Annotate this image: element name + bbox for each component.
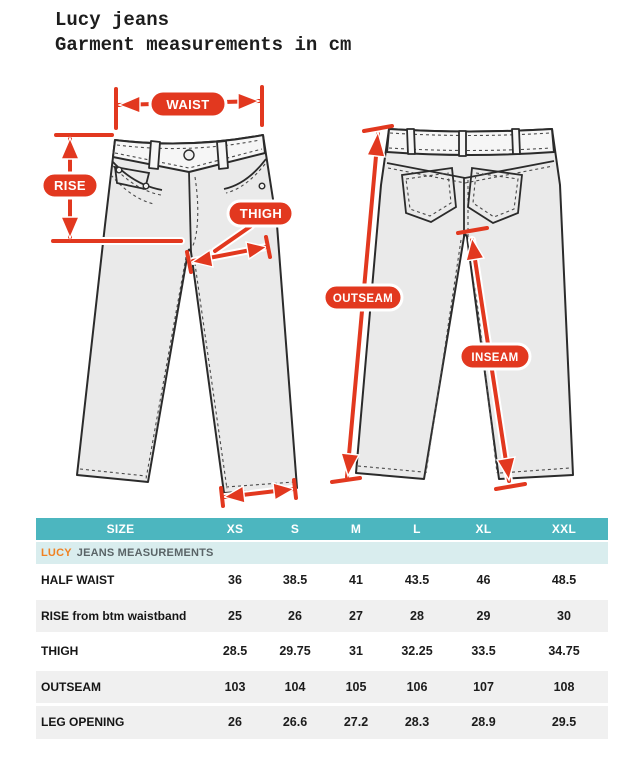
cell-value: 43.5	[404, 573, 430, 588]
cell-value: 26	[228, 715, 242, 730]
cell-value: 41	[349, 573, 363, 588]
title-line1: Lucy jeans	[55, 9, 170, 31]
jeans-measurement-diagram	[0, 85, 642, 515]
col-header-xs: XS	[226, 522, 244, 536]
table-row-half-waist	[36, 564, 608, 600]
row-label: RISE from btm waistband	[41, 608, 187, 623]
col-header-xxl: XXL	[551, 522, 577, 536]
table-row-outseam	[36, 671, 608, 707]
page-title	[55, 8, 351, 58]
cell-value: 28	[410, 608, 424, 623]
cell-value: 31	[349, 644, 363, 659]
cell-value: 28.3	[404, 715, 430, 730]
col-header-size: SIZE	[106, 522, 135, 536]
cell-value: 105	[345, 679, 367, 694]
cell-value: 108	[553, 679, 575, 694]
cell-value: 26.6	[282, 715, 308, 730]
cell-value: 36	[228, 573, 242, 588]
cell-value: 29.75	[279, 644, 311, 659]
waist-arrowhead-right	[238, 93, 259, 110]
waist-label: WAIST	[166, 97, 210, 112]
cell-value: 38.5	[282, 573, 308, 588]
cell-value: 29.5	[551, 715, 577, 730]
col-header-m: M	[350, 522, 362, 536]
front-jeans-illustration	[77, 135, 297, 493]
outseam-arrowhead-up	[367, 132, 385, 157]
cell-value: 104	[284, 679, 306, 694]
cell-value: 25	[228, 608, 242, 623]
table-section-row	[36, 542, 608, 564]
row-label: OUTSEAM	[41, 679, 101, 694]
outseam-label: OUTSEAM	[332, 293, 394, 305]
cell-value: 103	[224, 679, 246, 694]
table-row-leg-opening	[36, 706, 608, 742]
waist-arrowhead-left	[119, 96, 140, 113]
row-label: THIGH	[41, 644, 79, 659]
cell-value: 48.5	[551, 573, 577, 588]
cell-value: 28.5	[222, 644, 248, 659]
brand-name: LUCY	[41, 547, 72, 559]
rise-arrowhead-down	[61, 217, 79, 238]
row-label: HALF WAIST	[41, 573, 115, 588]
cell-value: 33.5	[471, 644, 496, 659]
cell-value: 29	[476, 608, 491, 623]
col-header-s: S	[290, 522, 300, 536]
cell-value: 46	[476, 573, 491, 588]
cell-value: 27	[349, 608, 363, 623]
inseam-label: INSEAM	[471, 352, 519, 364]
section-title: JEANS MEASUREMENTS	[76, 547, 214, 559]
rise-arrowhead-up	[61, 138, 79, 159]
cell-value: 27.2	[343, 715, 369, 730]
col-header-l: L	[413, 522, 421, 536]
thigh-label: THIGH	[239, 206, 283, 221]
rise-label: RISE	[54, 178, 86, 193]
waist-annotation	[116, 87, 262, 128]
size-table	[36, 518, 608, 742]
cell-value: 106	[406, 679, 428, 694]
size-table-header-row	[36, 518, 608, 542]
table-row-thigh	[36, 635, 608, 671]
cell-value: 32.25	[401, 644, 433, 659]
cell-value: 34.75	[548, 644, 580, 659]
row-label: LEG OPENING	[41, 715, 125, 730]
title-line2: Garment measurements in cm	[55, 34, 352, 56]
cell-value: 107	[473, 679, 494, 694]
cell-value: 28.9	[471, 715, 496, 730]
table-row-rise	[36, 600, 608, 636]
col-header-xl: XL	[475, 522, 492, 536]
cell-value: 30	[557, 608, 571, 623]
cell-value: 26	[288, 608, 302, 623]
